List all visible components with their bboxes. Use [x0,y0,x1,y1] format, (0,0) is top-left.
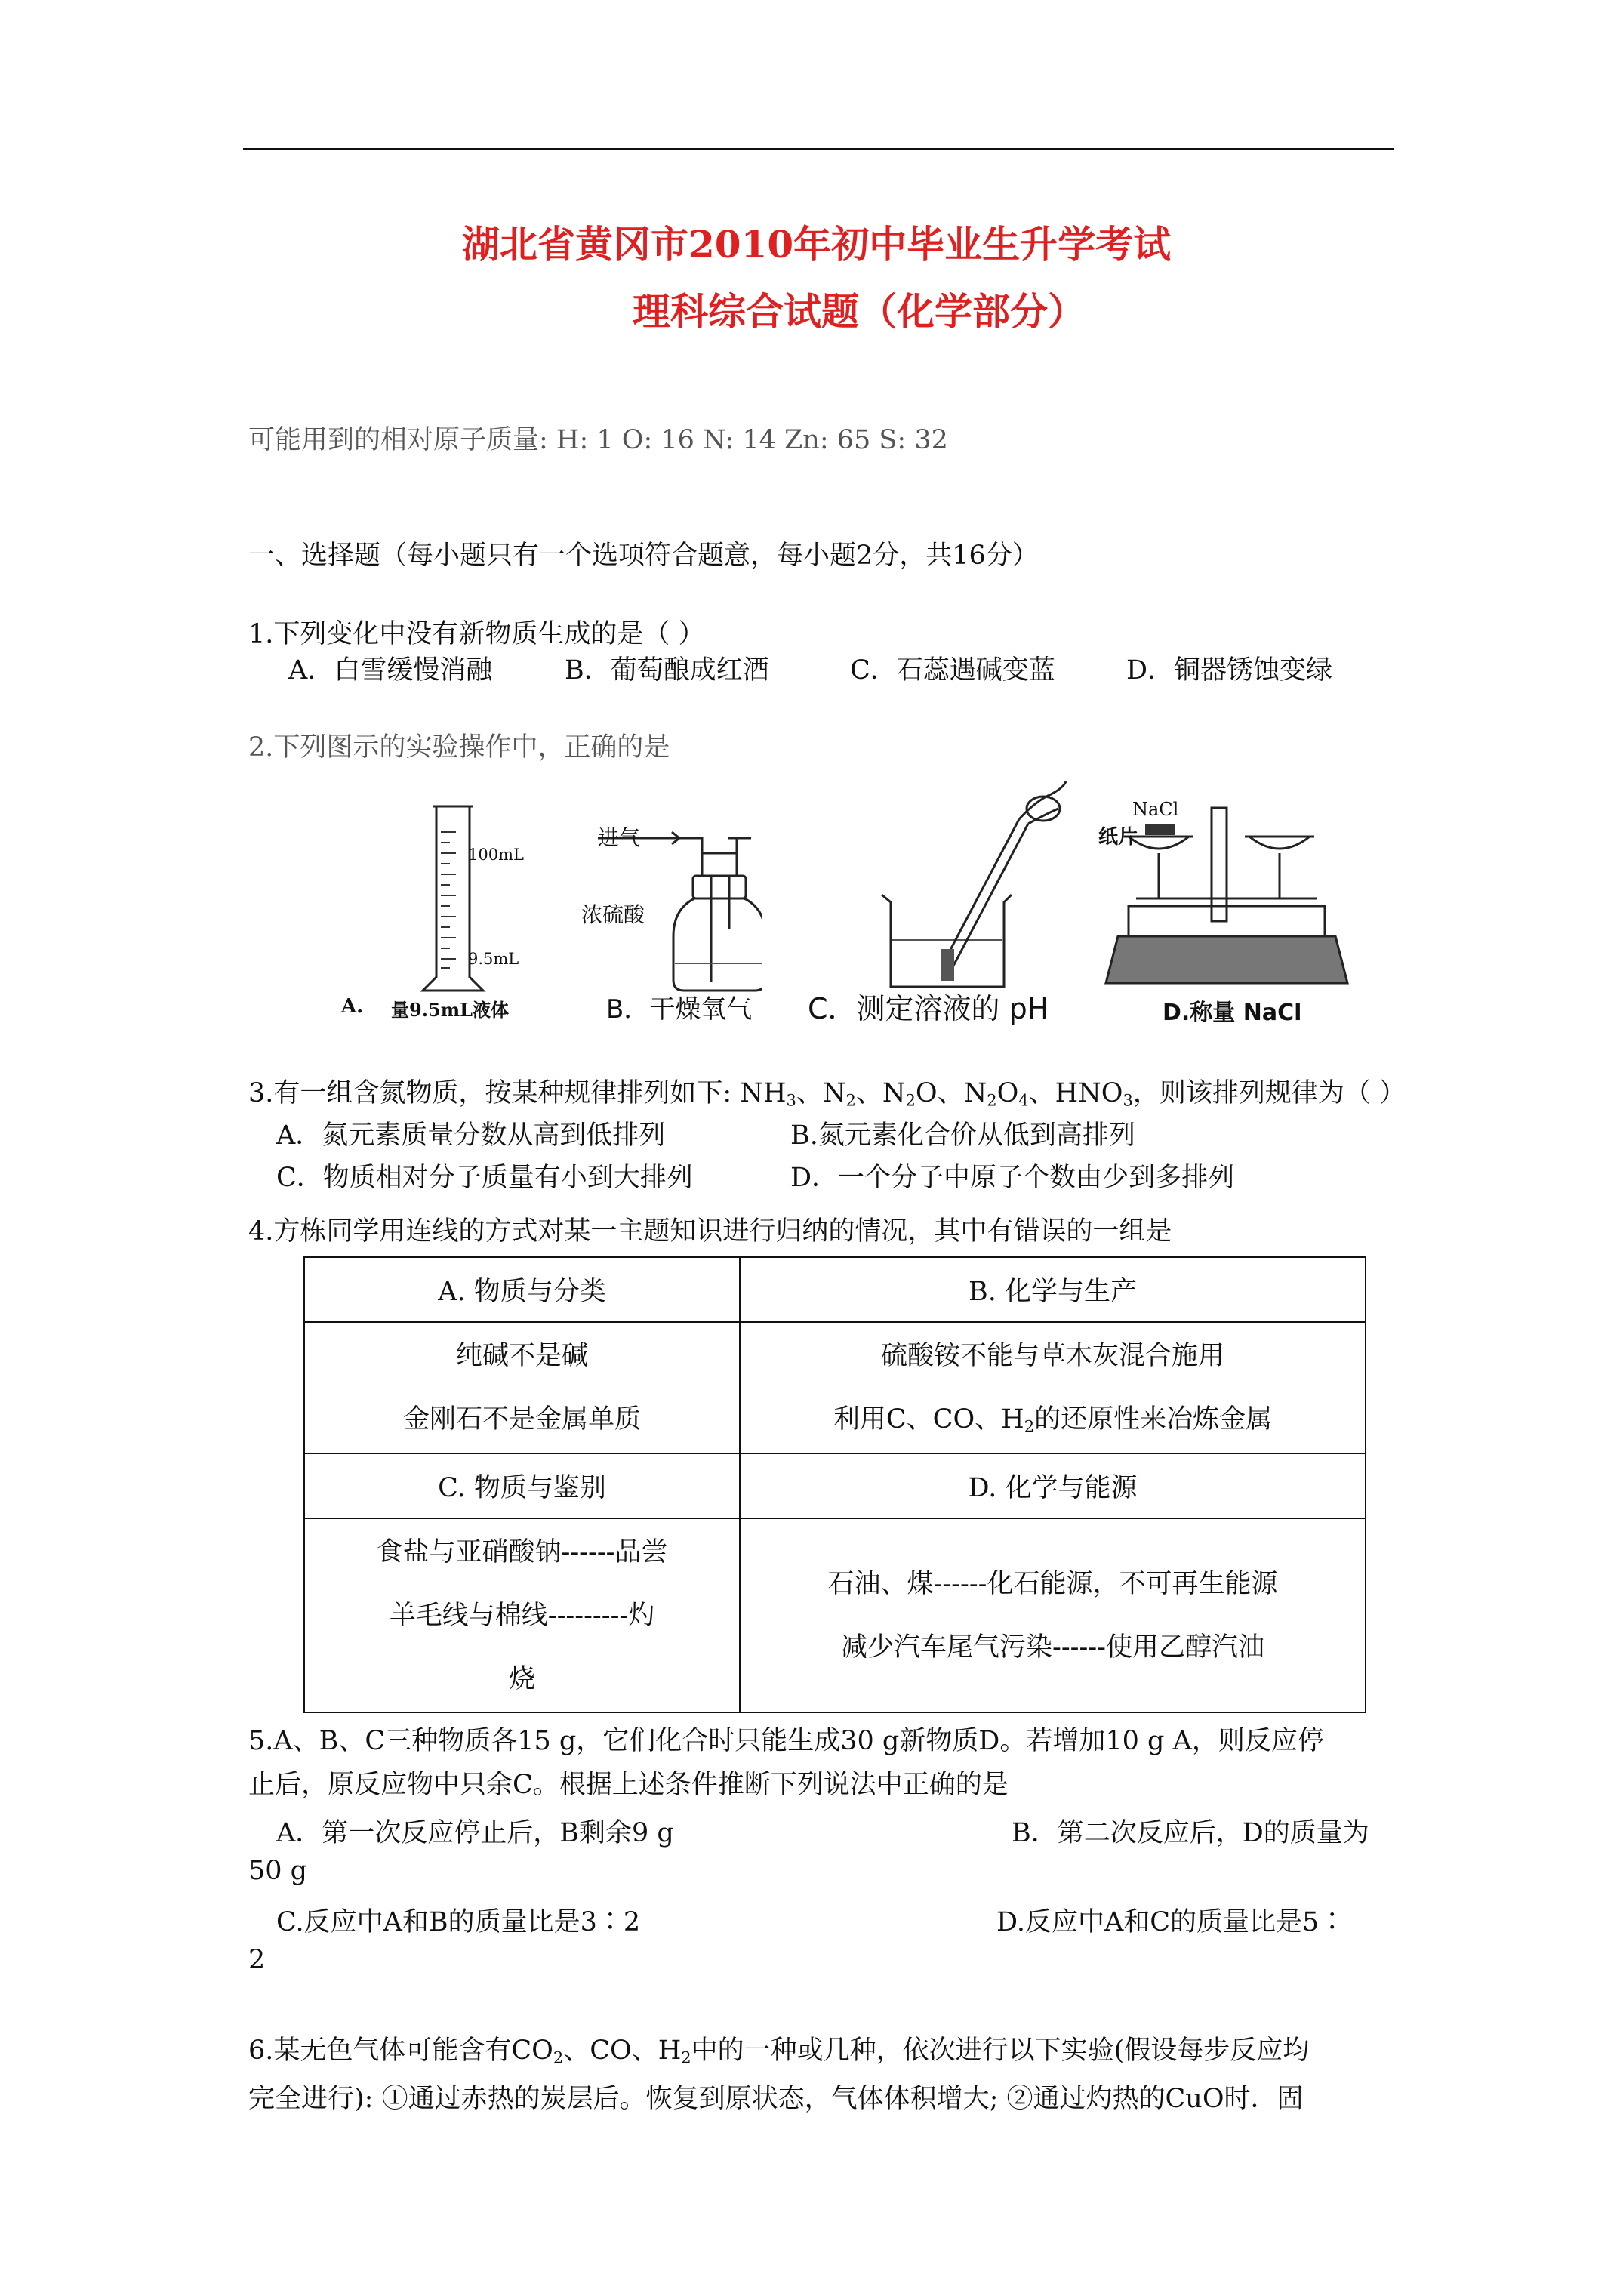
figure-a-100ml-label: 100mL [468,846,524,864]
q4-summary-table [303,1256,1366,1713]
question-3-stem: 3.有一组含氮物质，按某种规律排列如下: $NH_3$、$N_2$、$N_2O$、$N_2O_4$、$HNO_3$，则该排列规律为（ ） [248,1078,1406,1110]
question-6-line2: 完全进行): ①通过赤热的炭层后。恢复到原状态，气体体积增大; ②通过灼热的CuO时．固 [248,2084,1304,2114]
atomic-masses: 可能用到的相对原子质量: H: 1 O: 16 N: 14 Zn: 65 S: 32 [248,425,948,455]
q4-d-line2: 减少汽车尾气污染------使用乙醇汽油 [841,1632,1264,1663]
figure-b-caption: B．干燥氧气 [606,994,753,1025]
figure-c-beaker-ph [868,774,1072,997]
figure-d-caption: D.称量 NaCl [1163,1000,1302,1026]
figure-d-paper-label: 纸片 [1098,826,1138,849]
q5-option-c: C.反应中A和B的质量比是3∶2 [276,1907,641,1937]
q4-cell-d-header: D. 化学与能源 [740,1453,1366,1518]
q4-cell-c-body [304,1518,740,1712]
figure-a-cylinder [408,793,574,1004]
figure-b-acid-label: 浓硫酸 [581,902,645,927]
q5-option-a: A．第一次反应停止后，B剩余9 g [276,1818,674,1848]
q3-option-a: A．氮元素质量分数从高到低排列 [276,1120,666,1151]
page-title: 湖北省黄冈市2010年初中毕业生升学考试 [462,222,1172,267]
question-6-line1: 6.某无色气体可能含有$CO_2$、CO、$H_2$中的一种或几种，依次进行以下实验(假设每步反应均 [248,2036,1310,2067]
figure-a-9.5ml-label: 9.5mL [468,950,519,968]
q4-c-line2: 羊毛线与棉线---------灼 [389,1600,655,1631]
q5-option-b-continuation: 50 g [248,1856,308,1886]
figure-b-gas-in-label: 进气 [598,825,641,850]
q5-option-d: D.反应中A和C的质量比是5∶ [996,1907,1346,1937]
figure-d-nacl-label: NaCl [1132,799,1179,820]
q1-option-c: C．石蕊遇碱变蓝 [850,655,1055,686]
q4-cell-a-body [304,1322,740,1453]
q1-option-d: D．铜器锈蚀变绿 [1126,655,1333,686]
q3-option-c: C．物质相对分子质量有小到大排列 [276,1163,693,1193]
q4-a-line2: 金刚石不是金属单质 [402,1404,641,1435]
q5-option-d-continuation: 2 [248,1945,266,1975]
question-5-stem-line2: 止后，原反应物中只余C。根据上述条件推断下列说法中正确的是 [248,1770,1009,1800]
figure-a-caption-letter: A. [341,995,364,1018]
q4-b-line1: 硫酸铵不能与草木灰混合施用 [880,1341,1224,1371]
q4-c-line1: 食盐与亚硝酸钠------品尝 [376,1536,668,1567]
q4-b-line2: 利用C、CO、$H_2$的还原性来冶炼金属 [833,1404,1273,1436]
q4-a-line1: 纯碱不是碱 [455,1341,588,1371]
q4-cell-c-header: C. 物质与鉴别 [304,1453,740,1518]
q3-option-b: B.氮元素化合价从低到高排列 [790,1120,1135,1151]
question-2-stem: 2.下列图示的实验操作中，正确的是 [248,732,670,763]
q1-option-b: B．葡萄酿成红酒 [565,655,769,686]
q4-cell-d-body [740,1518,1366,1712]
question-1-stem: 1.下列变化中没有新物质生成的是（ ） [248,619,705,649]
figure-c-caption: C．测定溶液的 pH [808,992,1049,1025]
q1-option-a: A．白雪缓慢消融 [288,655,493,686]
question-4-stem: 4.方栋同学用连线的方式对某一主题知识进行归纳的情况，其中有错误的一组是 [248,1216,1172,1247]
q4-d-line1: 石油、煤------化石能源，不可再生能源 [827,1568,1278,1599]
section-heading: 一、选择题（每小题只有一个选项符合题意，每小题2分，共16分） [248,541,1039,571]
q4-cell-b-body [740,1322,1366,1453]
figure-a-caption: 量9.5mL液体 [391,999,510,1021]
q5-option-b: B．第二次反应后，D的质量为 [1012,1818,1369,1848]
q4-c-line3: 烧 [508,1663,535,1694]
q4-cell-b-header: B. 化学与生产 [740,1257,1366,1322]
q4-cell-a-header: A. 物质与分类 [304,1257,740,1322]
q3-option-d: D．一个分子中原子个数由少到多排列 [790,1163,1235,1193]
page-subtitle: 理科综合试题（化学部分） [633,289,1086,334]
question-5-stem-line1: 5.A、B、C三种物质各15 g，它们化合时只能生成30 g新物质D。若增加10 g A，则反应停 [248,1726,1324,1756]
top-rule [243,148,1394,150]
